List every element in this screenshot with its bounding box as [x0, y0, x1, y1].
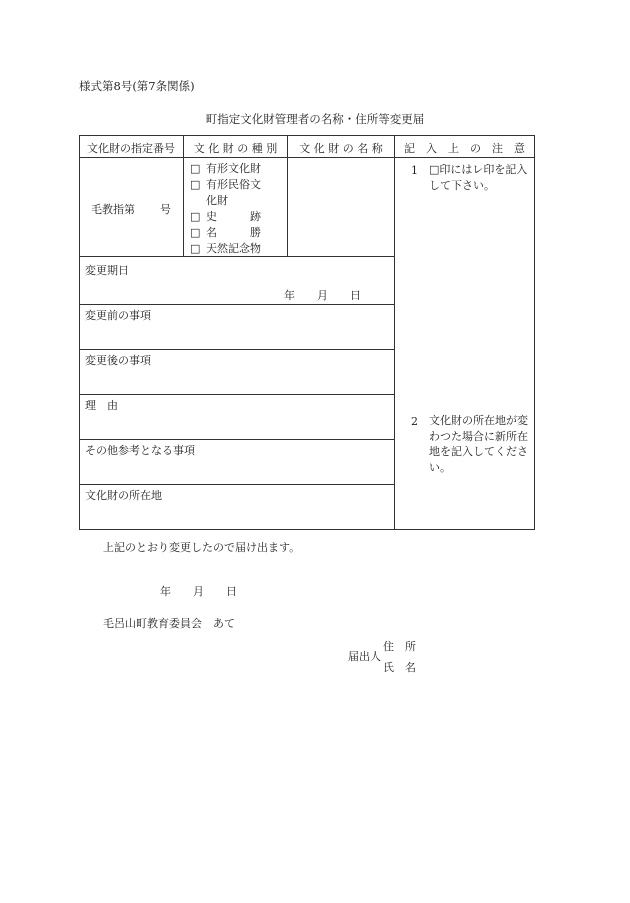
change-date-label: 変更期日 [85, 264, 129, 277]
change-date-blank: 年 月 日 [284, 289, 361, 302]
header-separator [79, 157, 535, 158]
table-border-top [79, 135, 535, 136]
table-border-bottom [79, 529, 535, 530]
note1-number: 1 [411, 164, 418, 177]
type-checklist [190, 161, 278, 257]
row-separator-2 [79, 304, 395, 305]
reason-label: 理 由 [85, 399, 118, 412]
form-title: 町指定文化財管理者の名称・住所等変更届 [205, 112, 425, 126]
type-option-natural-monument[interactable]: □ 天然記念物 [190, 242, 261, 255]
header-notes: 記 入 上 の 注 意 [404, 142, 525, 155]
statement: 上記のとおり変更したので届け出ます。 [103, 541, 301, 554]
form-number: 様式第8号(第7条関係) [79, 79, 195, 93]
row-separator-6 [79, 484, 395, 485]
notifier-name-label: 氏 名 [383, 661, 416, 674]
header-type: 文 化 財 の 種 別 [193, 142, 278, 155]
type-option-scenic-beauty[interactable]: □ 名 勝 [190, 226, 261, 239]
location-label: 文化財の所在地 [85, 489, 162, 502]
row-separator-5 [79, 439, 395, 440]
type-option-folk[interactable]: □ 有形民俗文 [190, 178, 261, 191]
form-table [79, 135, 535, 530]
header-designation-number: 文化財の指定番号 [87, 142, 175, 155]
addressee: 毛呂山町教育委員会 あて [103, 617, 235, 630]
table-border-left [79, 135, 80, 530]
row-separator-3 [79, 349, 395, 350]
after-label: 変更後の事項 [85, 354, 151, 367]
column-divider-3 [394, 135, 395, 530]
header-name: 文 化 財 の 名 称 [299, 142, 383, 155]
type-option-folk-continued: 化財 [206, 194, 228, 207]
table-border-right [534, 135, 535, 530]
submission-date: 年 月 日 [160, 585, 237, 598]
before-label: 変更前の事項 [85, 309, 151, 322]
type-option-historic-site[interactable]: □ 史 跡 [190, 210, 261, 223]
designation-suffix: 号 [160, 203, 171, 216]
notifier-label: 届出人 [348, 650, 381, 663]
type-option-tangible[interactable]: □ 有形文化財 [190, 162, 261, 175]
designation-prefix: 毛教指第 [91, 203, 135, 216]
note1-text: □印にはレ印を記入して下さい。 [429, 163, 528, 192]
notifier-address-label: 住 所 [383, 640, 416, 653]
other-label: その他参考となる事項 [85, 444, 195, 457]
note2-text: 文化財の所在地が変わつた場合に新所在地を記入してください。 [429, 414, 528, 474]
row-separator-4 [79, 394, 395, 395]
note2-number: 2 [411, 415, 418, 428]
